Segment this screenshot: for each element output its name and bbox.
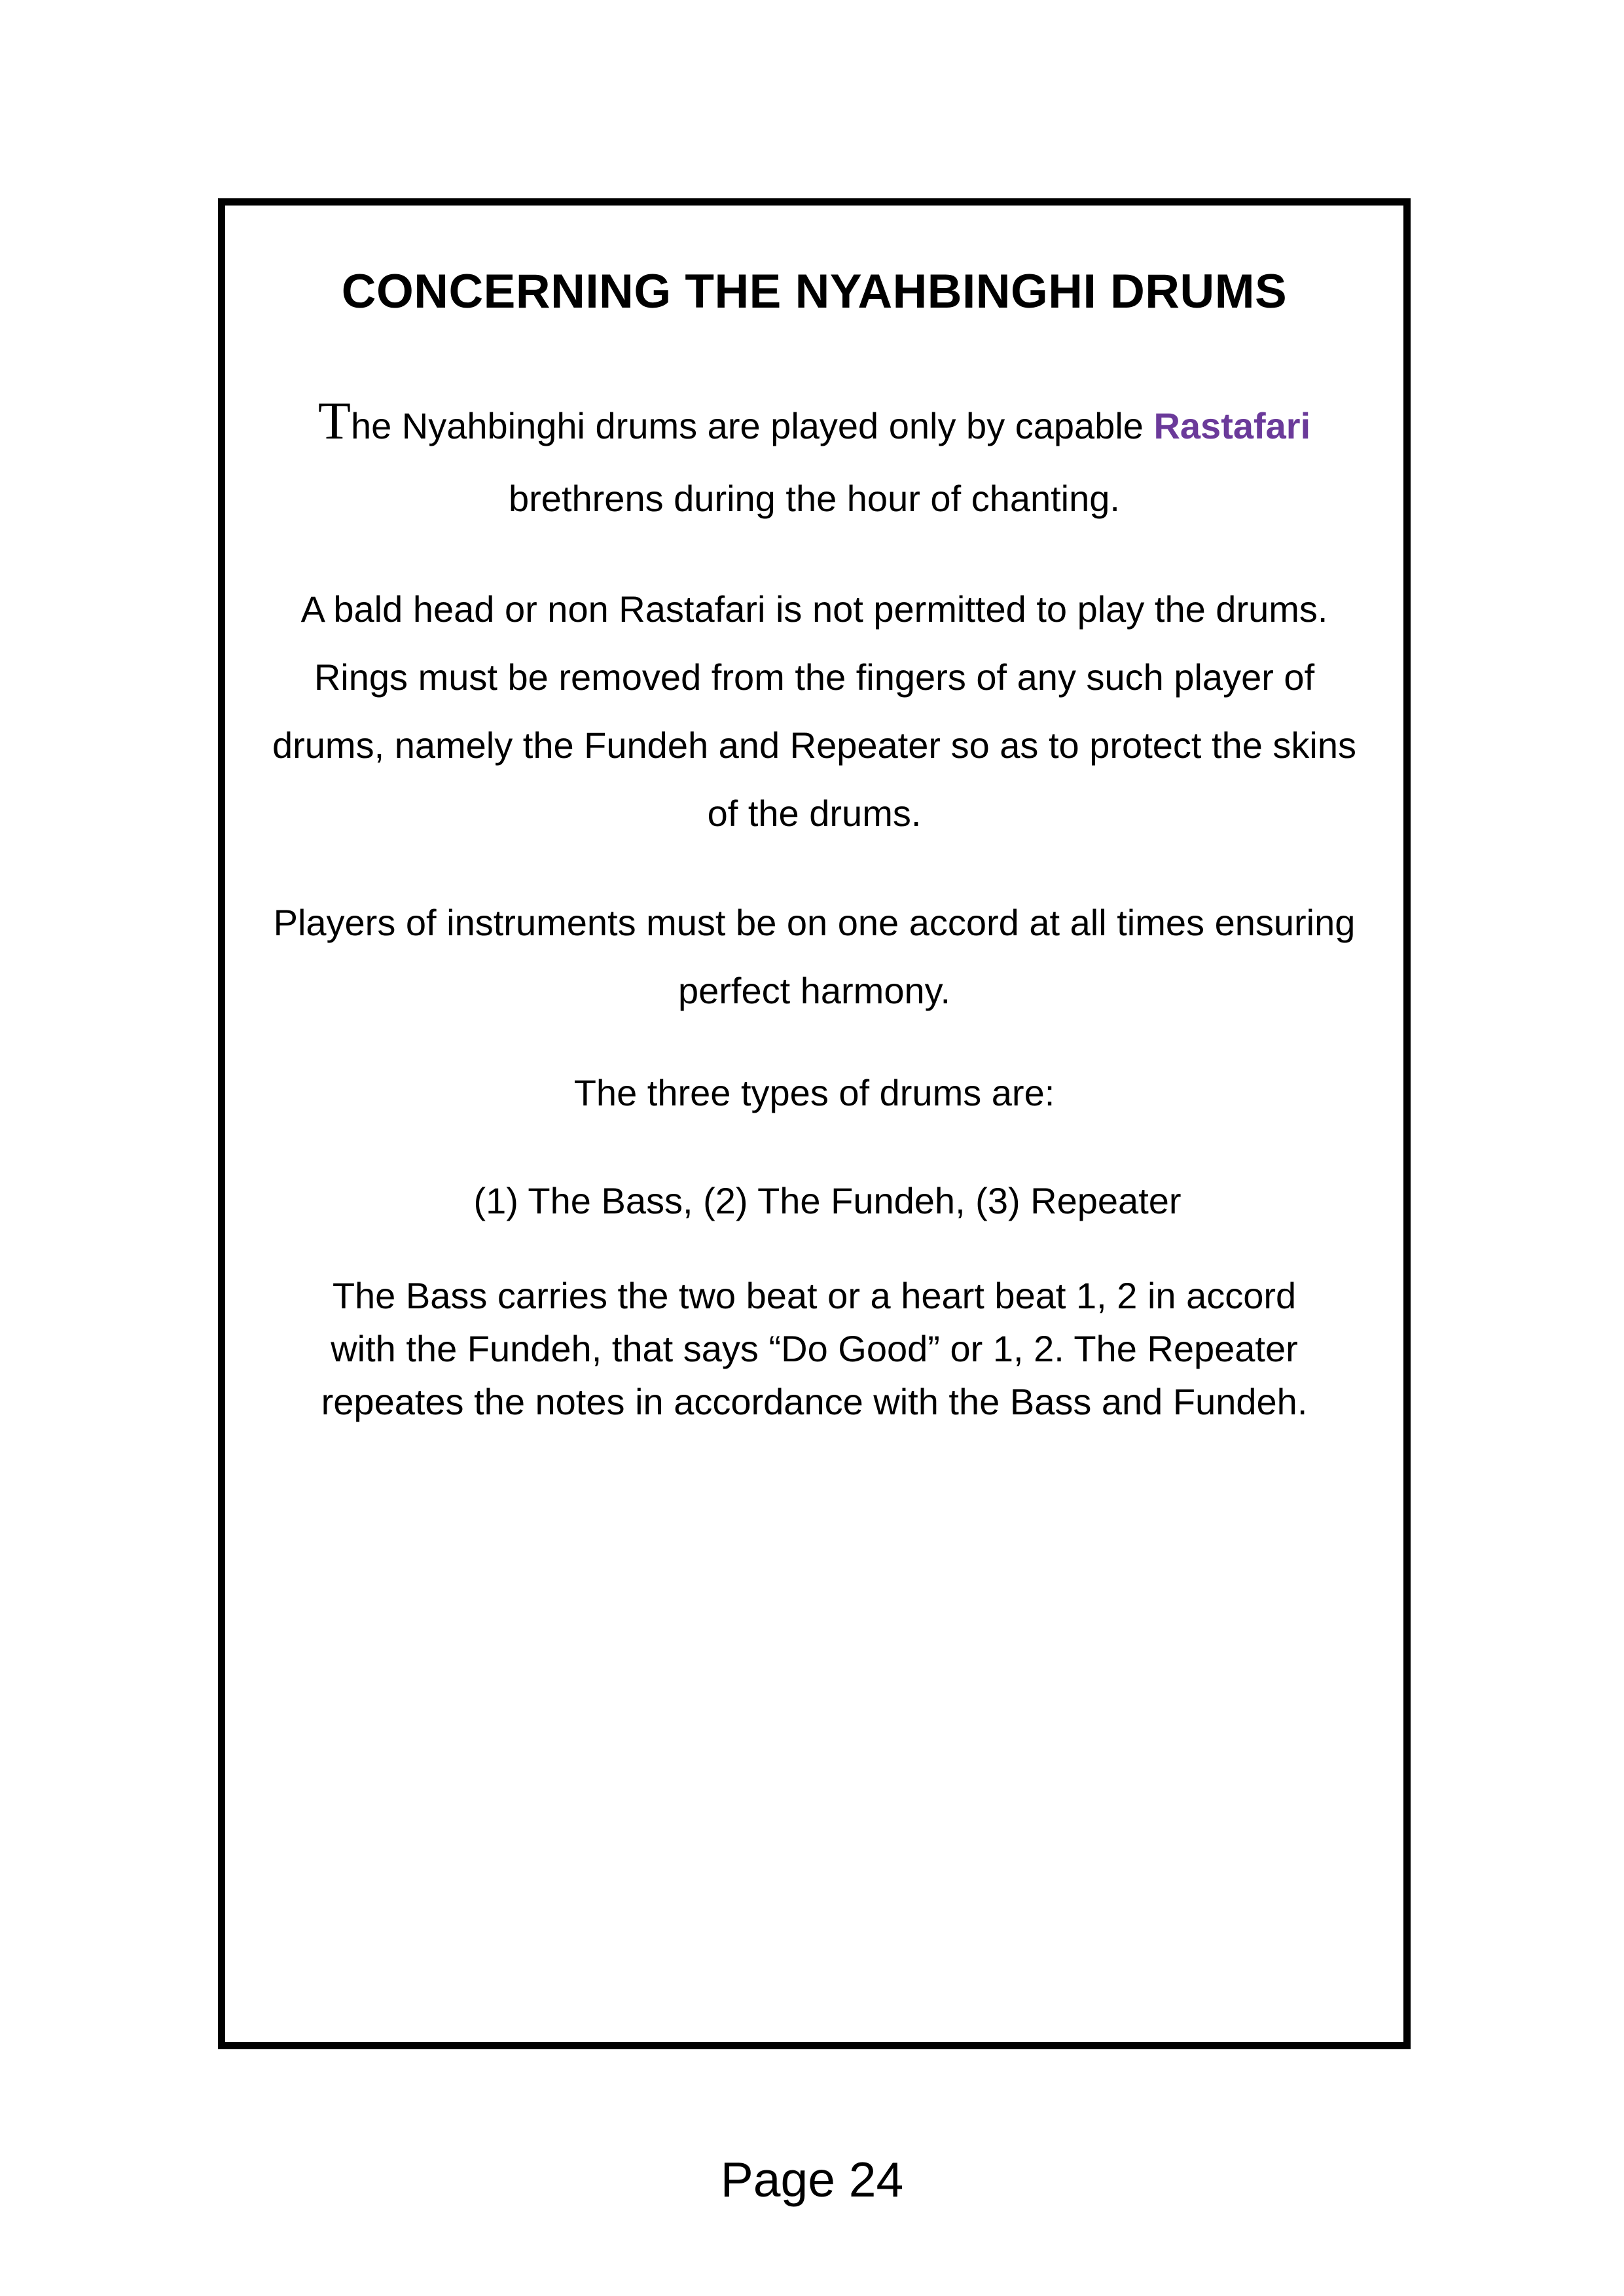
page-border-frame bbox=[218, 198, 1411, 2049]
text-line: drums, namely the Fundeh and Repeater so as to protect the skins bbox=[272, 725, 1357, 766]
drop-cap-letter: T bbox=[317, 391, 351, 450]
paragraph-harmony-rule bbox=[225, 889, 1403, 1025]
text-line: The Bass carries the two beat or a heart beat 1, 2 in accord bbox=[332, 1275, 1297, 1316]
page-number: Page 24 bbox=[720, 2152, 904, 2207]
paragraph-drum-types-intro: The three types of drums are: bbox=[573, 1072, 1055, 1113]
drum-types-list: (1) The Bass, (2) The Fundeh, (3) Repeater bbox=[473, 1180, 1182, 1221]
text-line: Players of instruments must be on one accord at all times ensuring bbox=[273, 902, 1356, 943]
intro-line-2-text: brethrens during the hour of chanting. bbox=[509, 478, 1120, 519]
text-line: of the drums. bbox=[707, 793, 922, 834]
text-line: Rings must be removed from the fingers of any such player of bbox=[314, 656, 1315, 698]
paragraph-bald-head-rule bbox=[225, 575, 1403, 848]
paragraph-intro bbox=[225, 384, 1403, 535]
intro-line-1-text: he Nyahbinghi drums are played only by capable bbox=[350, 405, 1154, 446]
page-title: CONCERNING THE NYAHBINGHI DRUMS bbox=[341, 265, 1288, 318]
text-line: perfect harmony. bbox=[677, 970, 951, 1011]
paragraph-bass-description bbox=[225, 1269, 1403, 1428]
text-line: repeates the notes in accordance with the Bass and Fundeh. bbox=[321, 1381, 1308, 1422]
text-line: with the Fundeh, that says “Do Good” or 1, 2. The Repeater bbox=[331, 1328, 1298, 1369]
text-line: A bald head or non Rastafari is not permitted to play the drums. bbox=[300, 588, 1328, 630]
highlight-word-rastafari: Rastafari bbox=[1153, 405, 1311, 446]
